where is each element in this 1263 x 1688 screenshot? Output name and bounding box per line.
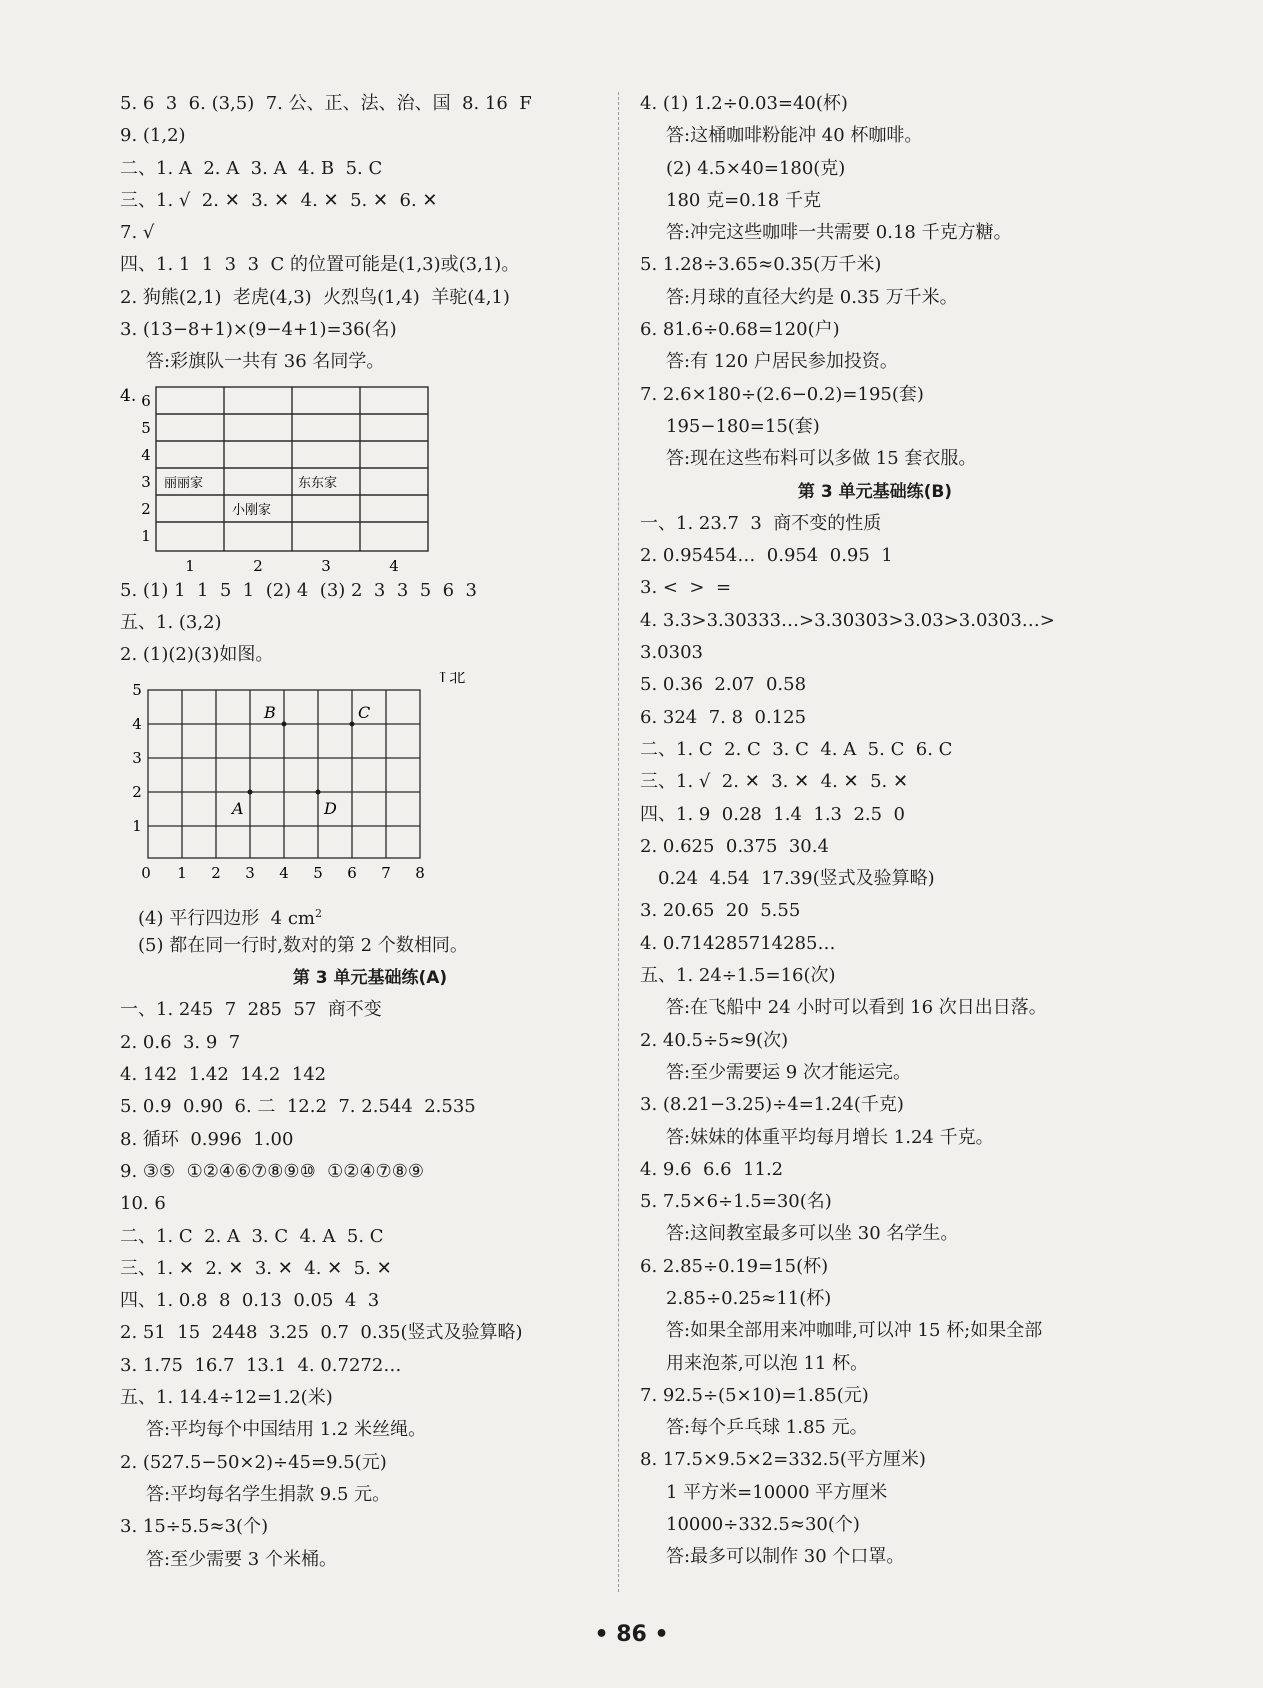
answer-line: 0.24 4.54 17.39(竖式及验算略) — [658, 868, 935, 890]
point-a-label: A — [232, 798, 244, 818]
answer-line: 四、1. 0.8 8 0.13 0.05 4 3 — [120, 1290, 380, 1312]
answer-line: 用来泡茶,可以泡 11 杯。 — [666, 1352, 869, 1374]
answer-line: 4. (1) 1.2÷0.03=40(杯) — [640, 93, 848, 114]
answer-block — [120, 88, 620, 346]
x-tick-label: 8 — [415, 863, 425, 882]
answer-line: 8. 循环 0.996 1.00 — [120, 1128, 294, 1150]
answer-line: 3. (13−8+1)×(9−4+1)=36(名) — [120, 319, 397, 341]
answer-line: 4. 3.3>3.30333…>3.30303>3.03>3.0303…> — [640, 609, 1055, 631]
answer-line: 答:冲完这些咖啡一共需要 0.18 千克方糖。 — [666, 222, 1012, 244]
row-label: 5 — [141, 418, 151, 437]
answer-line: 9. (1,2) — [120, 125, 186, 147]
answer-line: 四、1. 1 1 3 3 C 的位置可能是(1,3)或(3,1)。 — [120, 254, 520, 276]
answer-line: (2) 4.5×40=180(克) — [666, 157, 846, 179]
answer-line: 答:妹妹的体重平均每月增长 1.24 千克。 — [666, 1126, 994, 1148]
left-column — [120, 88, 620, 1576]
col-label: 2 — [253, 556, 263, 575]
row-label: 2 — [141, 499, 151, 518]
answer-line: 4. 142 1.42 14.2 142 — [120, 1064, 327, 1086]
answer-line: 10000÷332.5≈30(个) — [666, 1514, 860, 1536]
answer-line: 答:至少需要运 9 次才能运完。 — [666, 1061, 911, 1083]
point-b-dot — [282, 721, 287, 726]
answer-line: 一、1. 23.7 3 商不变的性质 — [640, 512, 882, 534]
superscript: 2 — [315, 906, 322, 920]
answer-line: 4. 9.6 6.6 11.2 — [640, 1158, 784, 1180]
point-d-dot — [316, 789, 321, 794]
answer-line: 5. 7.5×6÷1.5=30(名) — [640, 1191, 832, 1213]
answer-line: 答:有 120 户居民参加投资。 — [666, 351, 898, 373]
answer-line: 180 克=0.18 千克 — [666, 189, 821, 211]
answer-line: 答:平均每个中国结用 1.2 米丝绳。 — [146, 1419, 427, 1441]
x-tick-label: 3 — [245, 863, 255, 882]
answer-line: 2. 0.6 3. 9 7 — [120, 1031, 241, 1053]
answer-line: 答:这间教室最多可以坐 30 名学生。 — [666, 1223, 959, 1245]
answer-line: 答:彩旗队一共有 36 名同学。 — [146, 351, 385, 373]
answer-line: 5. 0.36 2.07 0.58 — [640, 674, 807, 696]
answer-line: 答:现在这些布料可以多做 15 套衣服。 — [666, 448, 977, 470]
answer-line: 二、1. C 2. A 3. C 4. A 5. C — [120, 1225, 384, 1247]
section-heading: 第 3 单元基础练(A) — [292, 968, 448, 989]
point-c-dot — [350, 721, 355, 726]
answer-line: 答:平均每名学生捐款 9.5 元。 — [146, 1483, 391, 1505]
answer-line: 二、1. C 2. C 3. C 4. A 5. C 6. C — [640, 738, 953, 760]
home-lili: 丽丽家 — [164, 475, 204, 491]
answer-line: 6. 81.6÷0.68=120(户) — [640, 319, 840, 341]
answer-block — [640, 88, 1110, 476]
answer-line: 6. 324 7. 8 0.125 — [640, 706, 807, 728]
row-label: 3 — [141, 472, 151, 491]
answer-line: 答:最多可以制作 30 个口罩。 — [666, 1546, 905, 1568]
answer-line: 5. 6 3 6. (3,5) 7. 公、正、法、治、国 8. 16 F — [120, 93, 532, 114]
coordinate-grid — [120, 672, 500, 898]
answer-line: 7. 2.6×180÷(2.6−0.2)=195(套) — [640, 383, 924, 405]
answer-line: 答:月球的直径大约是 0.35 万千米。 — [666, 286, 958, 308]
col-label: 4 — [389, 556, 399, 575]
answer-line: 5. 0.9 0.90 6. 二 12.2 7. 2.544 2.535 — [120, 1096, 476, 1118]
answer-line: 4. 0.714285714285… — [640, 932, 836, 954]
answer-line: 三、1. √ 2. ✕ 3. ✕ 4. ✕ 5. ✕ 6. ✕ — [120, 189, 438, 211]
answer-line: 7. √ — [120, 222, 155, 244]
x-tick-label: 7 — [381, 863, 391, 882]
answer-line: 答:每个乒乓球 1.85 元。 — [666, 1417, 868, 1439]
point-b-label: B — [264, 702, 276, 722]
answer-line: 答:在飞船中 24 小时可以看到 16 次日出日落。 — [666, 997, 1047, 1019]
answer-line: 2. 40.5÷5≈9(次) — [640, 1029, 789, 1051]
answer-line: 10. 6 — [120, 1193, 166, 1215]
x-tick-label: 6 — [347, 863, 357, 882]
x-tick-label: 4 — [279, 863, 289, 882]
answer-line: 三、1. √ 2. ✕ 3. ✕ 4. ✕ 5. ✕ — [640, 771, 909, 793]
answer-line: 2. 0.625 0.375 30.4 — [640, 835, 829, 857]
section-heading: 第 3 单元基础练(B) — [797, 481, 953, 502]
grid-homes — [120, 379, 540, 575]
answer-line: 5. (1) 1 1 5 1 (2) 4 (3) 2 3 3 5 6 3 — [120, 579, 477, 601]
answer-line: 1 平方米=10000 平方厘米 — [666, 1481, 888, 1503]
answer-line: 3.0303 — [640, 642, 703, 664]
point-a-dot — [248, 789, 253, 794]
answer-line: 3. (8.21−3.25)÷4=1.24(千克) — [640, 1094, 904, 1116]
answer-line: 2.85÷0.25≈11(杯) — [666, 1287, 832, 1309]
row-label: 6 — [141, 391, 151, 410]
y-tick-label: 4 — [132, 714, 142, 733]
answer-line: 6. 2.85÷0.19=15(杯) — [640, 1255, 829, 1277]
figure-label: 4. — [120, 385, 137, 406]
answer-line: 2. (527.5−50×2)÷45=9.5(元) — [120, 1451, 387, 1473]
answer-line: 5. 1.28÷3.65≈0.35(万千米) — [640, 254, 882, 276]
answer-line: 195−180=15(套) — [666, 415, 820, 437]
answer-block — [120, 994, 620, 1414]
home-dongdong: 东东家 — [298, 475, 338, 491]
x-tick-label: 2 — [211, 863, 221, 882]
x-tick-label: 5 — [313, 863, 323, 882]
y-tick-label: 5 — [132, 680, 142, 699]
page-number: • 86 • — [594, 1622, 669, 1647]
answer-line: 9. ③⑤ ①②④⑥⑦⑧⑨⑩ ①②④⑦⑧⑨ — [120, 1160, 424, 1182]
col-label: 3 — [321, 556, 331, 575]
answer-line: 7. 92.5÷(5×10)=1.85(元) — [640, 1384, 869, 1406]
row-label: 4 — [141, 445, 151, 464]
answer-line: 3. 15÷5.5≈3(个) — [120, 1516, 269, 1538]
figure-coordinate-grid — [120, 672, 620, 898]
answer-line: 答:这桶咖啡粉能冲 40 杯咖啡。 — [666, 125, 923, 147]
answer-line: 五、1. 24÷1.5=16(次) — [640, 965, 836, 987]
x-tick-label: 1 — [177, 863, 187, 882]
home-xiaogang: 小刚家 — [232, 502, 272, 518]
answer-line: 答:至少需要 3 个米桶。 — [146, 1548, 337, 1570]
right-column — [640, 88, 1110, 1574]
answer-line: 二、1. A 2. A 3. A 4. B 5. C — [120, 157, 383, 179]
answer-line: 五、1. 14.4÷12=1.2(米) — [120, 1387, 333, 1409]
answer-line: 2. 0.95454… 0.954 0.95 1 — [640, 545, 893, 567]
answer-line: 2. 狗熊(2,1) 老虎(4,3) 火烈鸟(1,4) 羊驼(4,1) — [120, 286, 510, 308]
answer-line: 3. 20.65 20 5.55 — [640, 900, 801, 922]
answer-line: 一、1. 245 7 285 57 商不变 — [120, 999, 382, 1021]
answer-line: 3. 1.75 16.7 13.1 4. 0.7272… — [120, 1354, 402, 1376]
point-d-label: D — [324, 798, 337, 818]
answer-line: 8. 17.5×9.5×2=332.5(平方厘米) — [640, 1449, 926, 1471]
row-label: 1 — [141, 526, 151, 545]
answer-line: 3. < > = — [640, 577, 732, 599]
answer-line: (5) 都在同一行时,数对的第 2 个数相同。 — [138, 934, 468, 956]
y-tick-label: 2 — [132, 782, 142, 801]
answer-line: 五、1. (3,2) — [120, 611, 222, 633]
col-label: 1 — [185, 556, 195, 575]
answer-line: 三、1. ✕ 2. ✕ 3. ✕ 4. ✕ 5. ✕ — [120, 1257, 392, 1279]
point-c-label: C — [358, 702, 371, 722]
answer-line: 2. 51 15 2448 3.25 0.7 0.35(竖式及验算略) — [120, 1322, 523, 1344]
north-indicator: ↑北 — [436, 671, 466, 686]
y-tick-label: 1 — [132, 816, 142, 835]
y-tick-label: 3 — [132, 748, 142, 767]
x-tick-label: 0 — [141, 863, 151, 882]
answer-text: (4) 平行四边形 4 cm — [138, 907, 315, 929]
answer-line — [120, 898, 620, 930]
answer-line: 四、1. 9 0.28 1.4 1.3 2.5 0 — [640, 803, 905, 825]
answer-line: 2. (1)(2)(3)如图。 — [120, 644, 274, 666]
figure-grid-homes — [120, 379, 620, 575]
answer-block — [640, 508, 1110, 1574]
answer-line: 答:如果全部用来冲咖啡,可以冲 15 杯;如果全部 — [666, 1320, 1043, 1342]
